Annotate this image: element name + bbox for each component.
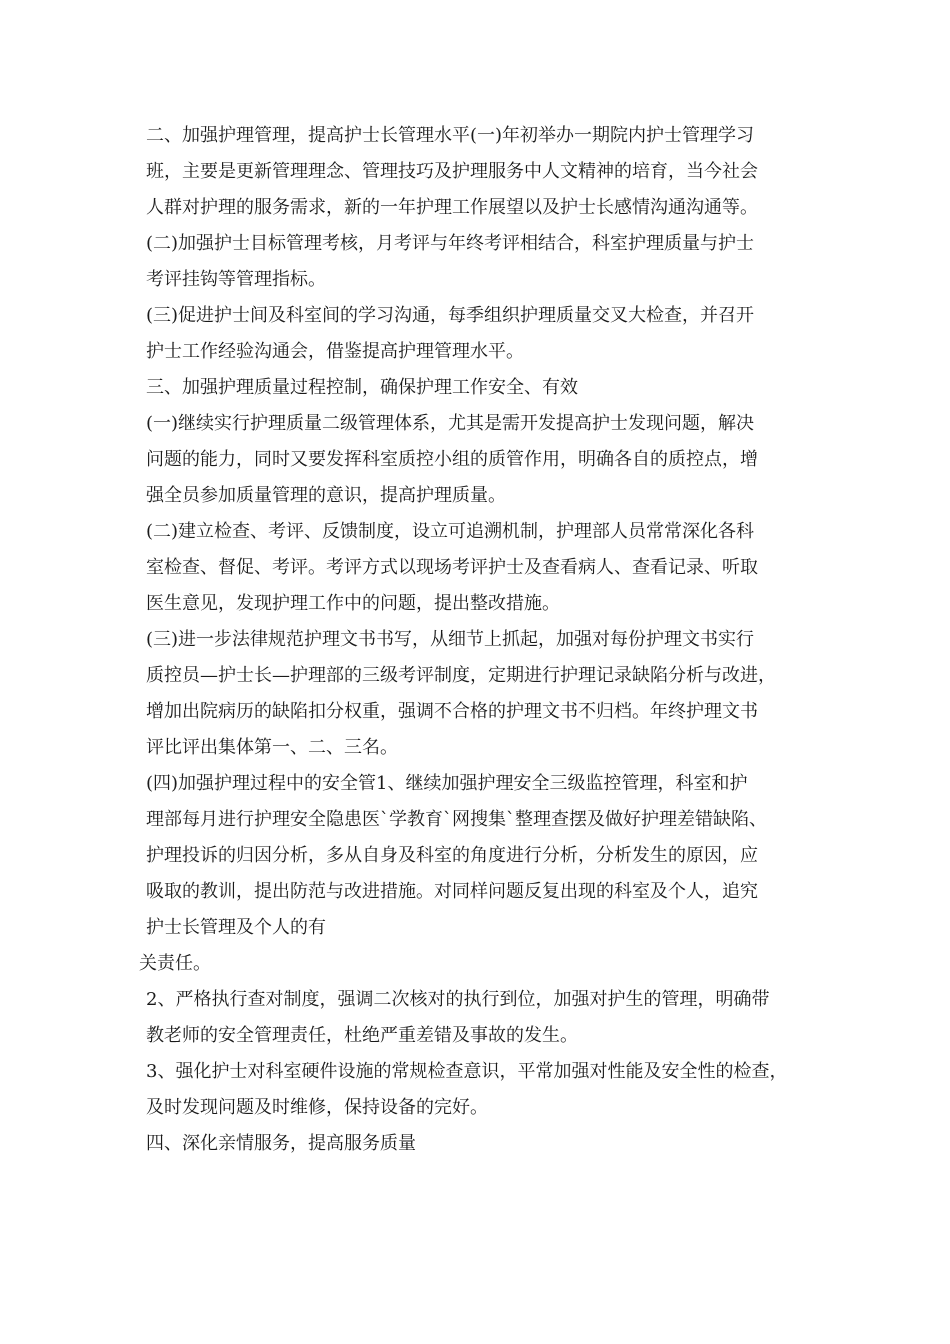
text-line: 质控员—护士长—护理部的三级考评制度，定期进行护理记录缺陷分析与改进， — [146, 665, 776, 686]
text-line: 三、加强护理质量过程控制，确保护理工作安全、有效 — [146, 377, 578, 398]
text-line: 护理投诉的归因分析，多从自身及科室的角度进行分析，分析发生的原因，应 — [146, 845, 758, 866]
text-line: 理部每月进行护理安全隐患医`学教育`网搜集`整理查摆及做好护理差错缺陷、 — [146, 809, 767, 830]
text-line: 人群对护理的服务需求，新的一年护理工作展望以及护士长感情沟通沟通等。 — [146, 197, 758, 218]
text-line: 吸取的教训，提出防范与改进措施。对同样问题反复出现的科室及个人，追究 — [146, 881, 758, 902]
text-line: 考评挂钩等管理指标。 — [146, 269, 326, 290]
text-line: (三)促进护士间及科室间的学习沟通，每季组织护理质量交叉大检查，并召开 — [146, 305, 755, 326]
text-line: 班，主要是更新管理理念、管理技巧及护理服务中人文精神的培育，当今社会 — [146, 161, 758, 182]
text-line: 护士长管理及个人的有 — [146, 917, 326, 938]
text-line: 室检查、督促、考评。考评方式以现场考评护士及查看病人、查看记录、听取 — [146, 557, 758, 578]
text-line: 问题的能力，同时又要发挥科室质控小组的质管作用，明确各自的质控点，增 — [146, 449, 758, 470]
text-line: 二、加强护理管理，提高护士长管理水平(一)年初举办一期院内护士管理学习 — [146, 125, 755, 146]
text-line: 四、深化亲情服务，提高服务质量 — [146, 1133, 416, 1154]
text-line: 关责任。 — [139, 953, 211, 974]
text-line: 医生意见，发现护理工作中的问题，提出整改措施。 — [146, 593, 560, 614]
document-body — [139, 118, 816, 1162]
text-line: (四)加强护理过程中的安全管1、继续加强护理安全三级监控管理，科室和护 — [146, 773, 748, 794]
text-line: 教老师的安全管理责任，杜绝严重差错及事故的发生。 — [146, 1025, 578, 1046]
text-line: (二)建立检查、考评、反馈制度，设立可追溯机制，护理部人员常常深化各科 — [146, 521, 755, 542]
text-line: (三)进一步法律规范护理文书书写，从细节上抓起，加强对每份护理文书实行 — [146, 629, 755, 650]
text-line: 3、强化护士对科室硬件设施的常规检查意识，平常加强对性能及安全性的检查， — [146, 1061, 788, 1082]
text-line: (一)继续实行护理质量二级管理体系，尤其是需开发提高护士发现问题，解决 — [146, 413, 755, 434]
text-line: 强全员参加质量管理的意识，提高护理质量。 — [146, 485, 506, 506]
text-line: (二)加强护士目标管理考核，月考评与年终考评相结合，科室护理质量与护士 — [146, 233, 755, 254]
text-line: 及时发现问题及时维修，保持设备的完好。 — [146, 1097, 488, 1118]
text-line: 评比评出集体第一、二、三名。 — [146, 737, 398, 758]
text-line: 护士工作经验沟通会，借鉴提高护理管理水平。 — [146, 341, 524, 362]
text-line: 增加出院病历的缺陷扣分权重，强调不合格的护理文书不归档。年终护理文书 — [146, 701, 758, 722]
text-line: 2、严格执行查对制度，强调二次核对的执行到位，加强对护生的管理，明确带 — [146, 989, 770, 1010]
